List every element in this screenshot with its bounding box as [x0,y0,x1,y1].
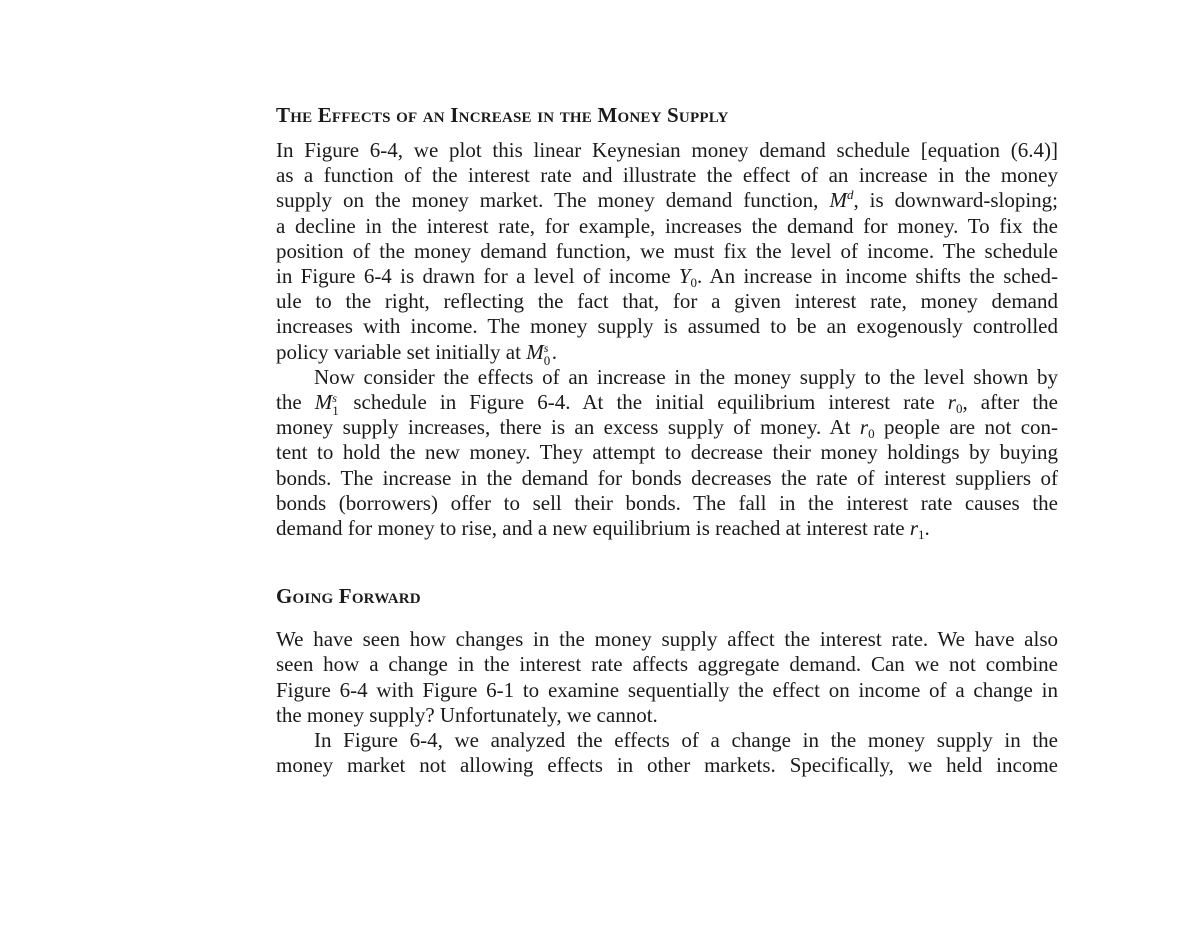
text-segment: . [551,339,557,364]
text-line: the money supply? Unfortunately, we cannot. [276,702,658,727]
text-segment: demand for money to rise, and a new equilibrium is reached at interest rate [276,516,910,541]
text-segment: people are not con- [874,415,1059,440]
math-symbol: M [526,339,544,364]
section-going-forward [276,579,1058,778]
text-line: position of the money demand function, we must fix the level of income. The schedule [276,238,1058,263]
math-subscript: 1 [918,527,925,543]
text-line: bonds. The increase in the demand for bonds decreases the rate of interest suppliers of [276,465,1058,490]
text-line: bonds (borrowers) offer to sell their bonds. The fall in the interest rate causes the [276,490,1058,515]
text-line: tent to hold the new money. They attempt to decrease their money holdings by buying [276,440,1058,465]
text-line: increases with income. The money supply is assumed to be an exogenously controlled [276,314,1058,339]
math-symbol: r [909,516,919,541]
text-segment: supply on the money market. The money demand function, [276,188,830,213]
text-line: as a function of the interest rate and illustrate the effect of an increase in the money [276,163,1058,188]
text-line: In Figure 6-4, we plot this linear Keynesian money demand schedule [equation (6.4)] [276,138,1058,162]
math-symbol: r [859,415,869,440]
paragraph-money-market-analysis [276,728,1058,778]
text-segment: money supply increases, there is an excess supply of money. At [276,415,860,440]
text-line [276,390,1058,419]
math-supsub: s 0 [543,340,551,368]
math-subscript: 0 [955,401,963,417]
text-line: ule to the right, reflecting the fact that, for a given interest rate, money demand [276,289,1058,314]
page-content [276,98,1058,778]
math-superscript: d [846,187,854,203]
text-line: In Figure 6-4, we analyzed the effects of a change in the money supply in the [314,728,1058,753]
text-segment: in Figure 6-4 is drawn for a level of income [276,264,679,289]
text-segment: policy variable set initially at [276,339,527,364]
paragraph-money-supply-effects [276,365,1058,541]
text-segment: , after the [962,390,1058,415]
section-money-supply-increase [276,98,1058,541]
text-segment: the [276,390,315,415]
text-line [276,415,1058,440]
text-segment: schedule in Figure 6-4. At the initial equilibrium interest rate [340,390,948,415]
text-line: money market not allowing effects in other markets. Specifically, we held income [276,753,1058,778]
section-heading-going-forward: Going Forward [276,584,421,609]
math-subscript: 0 [690,275,698,291]
text-line: a decline in the interest rate, for example, increases the demand for money. To fix the [276,213,1058,238]
text-segment: , is downward-sloping; [853,188,1058,213]
text-line [276,516,1058,541]
text-line: We have seen how changes in the money supply affect the interest rate. We have also [276,627,1058,652]
text-line [276,264,1058,289]
math-subscript: 0 [868,426,875,442]
text-segment: . An increase in income shifts the sched- [697,264,1058,289]
math-supsub: s 1 [332,391,339,419]
section-heading-money-supply: The Effects of an Increase in the Money Supply [276,103,729,127]
math-symbol: M [314,390,333,415]
text-line: Now consider the effects of an increase in the money supply to the level shown by [314,364,1058,389]
text-line [276,188,1058,213]
text-line: Figure 6-4 with Figure 6-1 to examine sequentially the effect on income of a change in [276,677,1058,702]
paragraph-combining-figures [276,627,1058,728]
math-symbol: Y [678,264,691,289]
math-symbol: r [947,390,956,415]
math-symbol: M [829,188,847,213]
text-segment: . [924,516,930,541]
paragraph-money-demand-schedule [276,138,1058,368]
text-line: seen how a change in the interest rate affects aggregate demand. Can we not combine [276,652,1058,677]
text-line [276,339,1058,368]
